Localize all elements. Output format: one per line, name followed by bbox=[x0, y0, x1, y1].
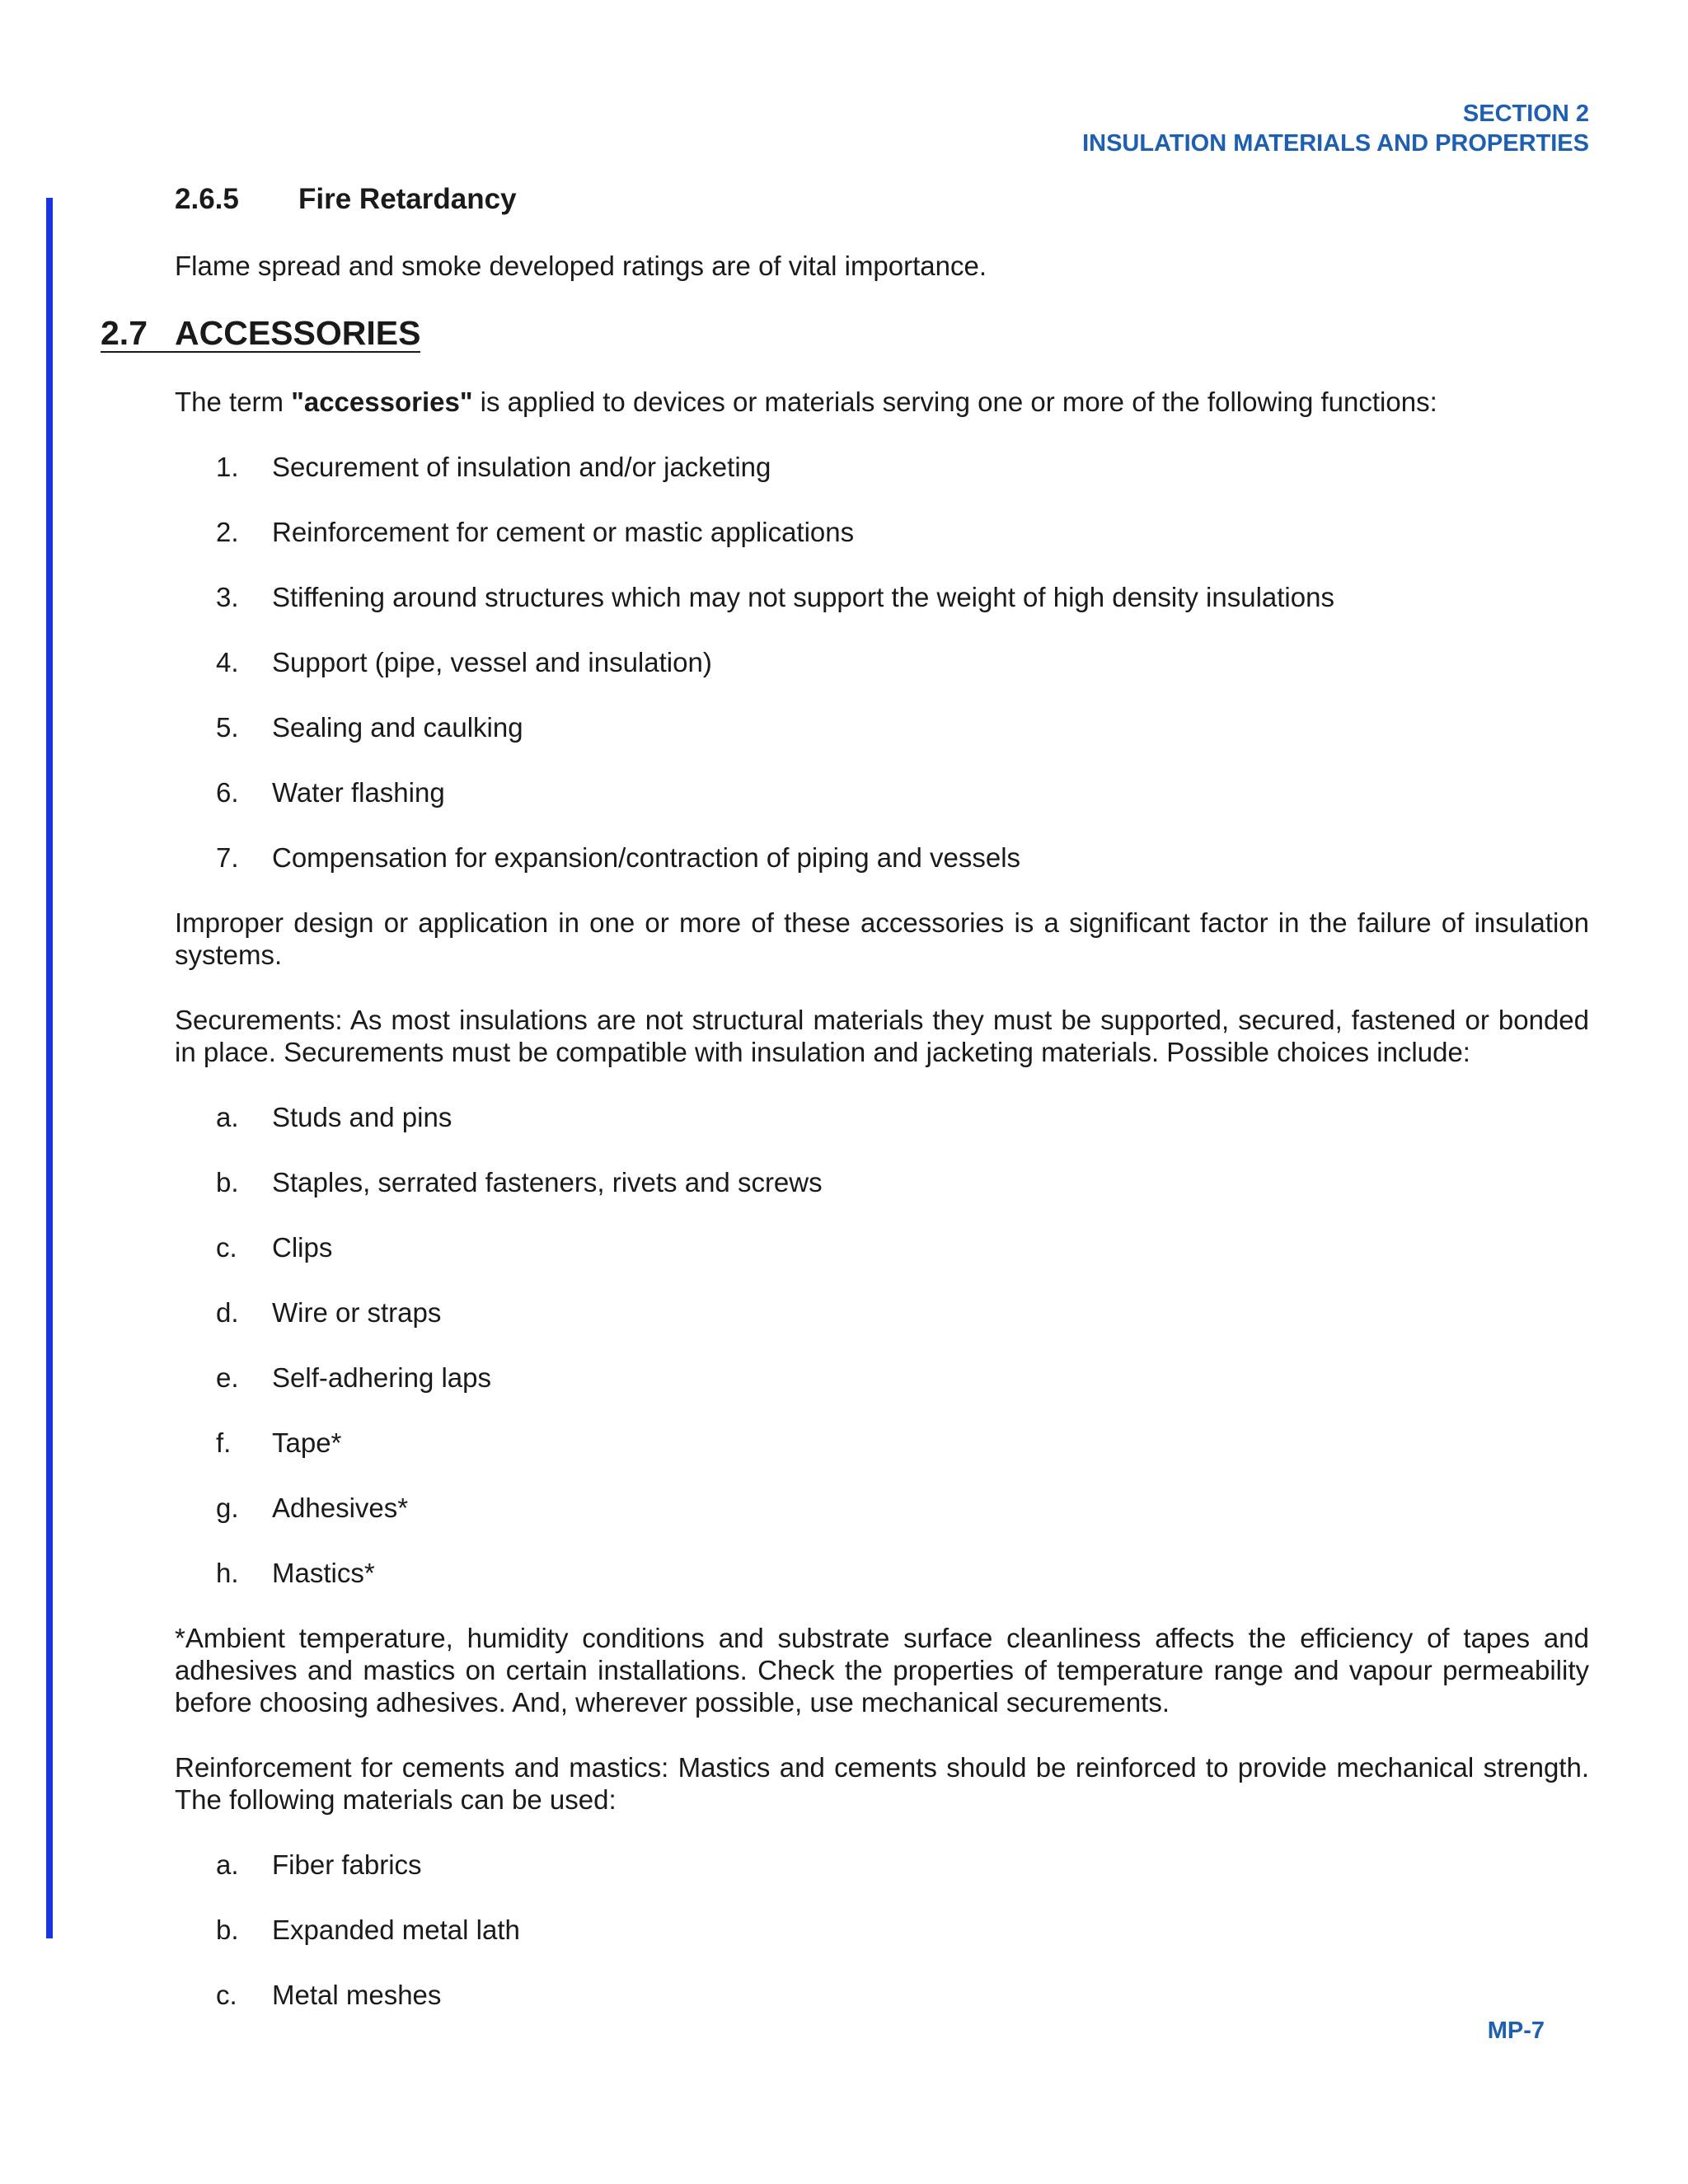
list-text: Studs and pins bbox=[272, 1102, 452, 1132]
list-item bbox=[175, 1361, 1589, 1394]
list-item bbox=[175, 841, 1589, 874]
list-text: Support (pipe, vessel and insulation) bbox=[272, 647, 712, 677]
header-section-number: SECTION 2 bbox=[1462, 101, 1589, 127]
header-section-title: INSULATION MATERIALS AND PROPERTIES bbox=[1082, 130, 1589, 157]
securements-list bbox=[175, 1101, 1589, 1589]
list-marker: a. bbox=[216, 1102, 239, 1132]
intro-suffix: is applied to devices or materials serving one or more of the following functions: bbox=[472, 387, 1437, 417]
list-text: Mastics* bbox=[272, 1558, 375, 1588]
ambient-note-paragraph: *Ambient temperature, humidity conditions and substrate surface cleanliness affects the efficiency of tapes and adhesives and mastics on certain installations. Check the properties of temperature range and vapour permeability before choosing adhesives. And, wherever possible, use mechanical securements. bbox=[175, 1623, 1589, 1718]
list-marker: 2. bbox=[216, 517, 239, 547]
list-item bbox=[175, 451, 1589, 483]
page-number: MP-7 bbox=[1487, 2018, 1545, 2044]
page-content bbox=[101, 183, 1589, 2044]
securements-paragraph: Securements: As most insulations are not structural materials they must be supported, secured, fastened or bonded in place. Securements must be compatible with insulation and jacketing materials. Possible choices include: bbox=[175, 1005, 1589, 1067]
intro-prefix: The term bbox=[175, 387, 292, 417]
subsection-title: Fire Retardancy bbox=[298, 183, 517, 215]
list-item bbox=[175, 1101, 1589, 1133]
list-marker: g. bbox=[216, 1493, 239, 1523]
subsection-number: 2.6.5 bbox=[175, 183, 239, 215]
list-item bbox=[175, 1849, 1589, 1881]
list-marker: 6. bbox=[216, 777, 239, 808]
list-item bbox=[175, 581, 1589, 613]
list-item bbox=[175, 1231, 1589, 1263]
list-marker: c. bbox=[216, 1232, 237, 1263]
list-item bbox=[175, 646, 1589, 678]
page-header bbox=[1082, 99, 1589, 158]
subsection-text: Flame spread and smoke developed ratings are of vital importance. bbox=[175, 251, 987, 281]
list-item bbox=[175, 1557, 1589, 1589]
list-marker: 3. bbox=[216, 582, 239, 612]
section-heading bbox=[101, 315, 420, 353]
list-marker: d. bbox=[216, 1297, 239, 1328]
section-number: 2.7 bbox=[101, 314, 148, 352]
list-text: Stiffening around structures which may not support the weight of high density insulations bbox=[272, 582, 1334, 612]
list-text: Adhesives* bbox=[272, 1493, 409, 1523]
list-text: Clips bbox=[272, 1232, 333, 1263]
list-item bbox=[175, 1166, 1589, 1198]
list-item bbox=[175, 1296, 1589, 1329]
list-text: Water flashing bbox=[272, 777, 445, 808]
list-item bbox=[175, 1914, 1589, 1946]
subsection-heading bbox=[175, 183, 1589, 215]
list-marker: 7. bbox=[216, 842, 239, 873]
list-text: Tape* bbox=[272, 1427, 342, 1458]
revision-change-bar bbox=[46, 198, 53, 1938]
list-marker: a. bbox=[216, 1849, 239, 1880]
list-item bbox=[175, 1979, 1589, 2011]
list-text: Wire or straps bbox=[272, 1297, 442, 1328]
list-marker: h. bbox=[216, 1558, 239, 1588]
list-marker: f. bbox=[216, 1427, 232, 1458]
list-marker: b. bbox=[216, 1167, 239, 1197]
list-marker: b. bbox=[216, 1915, 239, 1945]
list-item bbox=[175, 776, 1589, 808]
list-text: Sealing and caulking bbox=[272, 712, 523, 743]
list-text: Securement of insulation and/or jacketing bbox=[272, 452, 771, 482]
intro-bold-term: "accessories" bbox=[291, 387, 473, 417]
list-item bbox=[175, 1492, 1589, 1524]
list-marker: c. bbox=[216, 1980, 237, 2010]
section-title: ACCESSORIES bbox=[175, 314, 421, 352]
list-text: Staples, serrated fasteners, rivets and screws bbox=[272, 1167, 823, 1197]
list-text: Self-adhering laps bbox=[272, 1362, 491, 1393]
list-marker: e. bbox=[216, 1362, 239, 1393]
list-text: Metal meshes bbox=[272, 1980, 442, 2010]
list-item bbox=[175, 516, 1589, 548]
list-marker: 5. bbox=[216, 712, 239, 743]
functions-list bbox=[175, 451, 1589, 874]
list-marker: 4. bbox=[216, 647, 239, 677]
list-text: Fiber fabrics bbox=[272, 1849, 422, 1880]
intro-paragraph bbox=[175, 386, 1589, 418]
list-text: Expanded metal lath bbox=[272, 1915, 520, 1945]
list-text: Compensation for expansion/contraction of piping and vessels bbox=[272, 842, 1021, 873]
list-text: Reinforcement for cement or mastic applications bbox=[272, 517, 855, 547]
list-marker: 1. bbox=[216, 452, 239, 482]
reinforcements-list bbox=[175, 1849, 1589, 2011]
list-item bbox=[175, 1427, 1589, 1459]
list-item bbox=[175, 711, 1589, 743]
improper-design-paragraph: Improper design or application in one or more of these accessories is a significant factor in the failure of insulation systems. bbox=[175, 907, 1589, 970]
reinforcement-paragraph: Reinforcement for cements and mastics: Mastics and cements should be reinforced to provide mechanical strength. The following materials can be used: bbox=[175, 1752, 1589, 1815]
